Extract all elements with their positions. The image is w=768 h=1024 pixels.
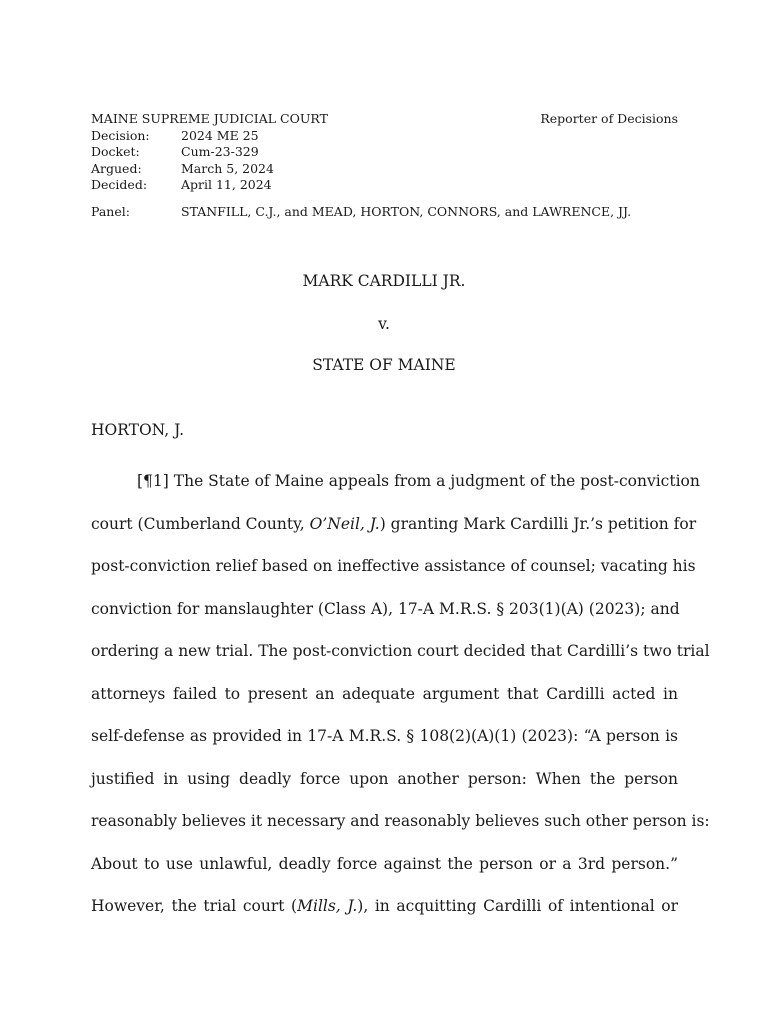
opinion-text: court (Cumberland County, bbox=[91, 514, 310, 533]
opinion-text: However, the trial court ( bbox=[91, 897, 298, 915]
meta-label: Decided: bbox=[91, 177, 148, 192]
opinion-header bbox=[91, 111, 678, 220]
meta-label: Argued: bbox=[91, 160, 142, 176]
judge-name: O’Neil, J. bbox=[309, 514, 380, 533]
panel-label: Panel: bbox=[91, 203, 130, 219]
opinion-line bbox=[91, 885, 678, 928]
court-name: MAINE SUPREME JUDICIAL COURT bbox=[91, 111, 328, 126]
opinion-line bbox=[91, 503, 697, 546]
opinion-line: post-conviction relief based on ineffective assistance of counsel; vacating his bbox=[91, 557, 696, 575]
meta-value: April 11, 2024 bbox=[181, 177, 272, 192]
opinion-body bbox=[91, 460, 710, 928]
meta-docket bbox=[91, 144, 678, 161]
case-versus: v. bbox=[378, 315, 390, 333]
meta-value: Cum-23-329 bbox=[181, 144, 259, 159]
panel-value: STANFILL, C.J., and MEAD, HORTON, CONNORS, and LAWRENCE, JJ. bbox=[181, 203, 632, 219]
meta-decision bbox=[91, 128, 678, 145]
meta-label: Docket: bbox=[91, 144, 140, 159]
opinion-text: ), in acquitting Cardilli of intentional or bbox=[357, 897, 678, 915]
opinion-line: attorneys failed to present an adequate argument that Cardilli acted in bbox=[91, 684, 678, 703]
reporter-label: Reporter of Decisions bbox=[540, 111, 678, 126]
opinion-line: About to use unlawful, deadly force against the person or a 3rd person.” bbox=[91, 854, 678, 873]
meta-label: Decision: bbox=[91, 127, 150, 143]
opinion-author: HORTON, J. bbox=[91, 421, 185, 439]
meta-argued bbox=[91, 161, 678, 178]
opinion-text: ) granting Mark Cardilli Jr.’s petition for bbox=[379, 514, 697, 533]
meta-decided bbox=[91, 177, 678, 194]
opinion-line: reasonably believes it necessary and reasonably believes such other person is: bbox=[91, 812, 710, 830]
opinion-line: ordering a new trial. The post-conviction court decided that Cardilli’s two trial bbox=[91, 642, 710, 660]
judge-name: Mills, J. bbox=[297, 897, 358, 915]
opinion-line: self-defense as provided in 17-A M.R.S. § 108(2)(A)(1) (2023): “A person is bbox=[91, 727, 678, 745]
meta-value: March 5, 2024 bbox=[181, 160, 274, 176]
header-top-row bbox=[91, 111, 678, 128]
case-plaintiff: MARK CARDILLI JR. bbox=[302, 272, 466, 290]
opinion-line: [¶1] The State of Maine appeals from a judgment of the post-conviction bbox=[137, 472, 700, 490]
case-defendant: STATE OF MAINE bbox=[312, 356, 456, 374]
opinion-line: justified in using deadly force upon another person: When the person bbox=[91, 769, 678, 788]
panel-row bbox=[91, 204, 678, 221]
meta-value: 2024 ME 25 bbox=[181, 127, 259, 143]
opinion-line: conviction for manslaughter (Class A), 17-A M.R.S. § 203(1)(A) (2023); and bbox=[91, 599, 680, 618]
